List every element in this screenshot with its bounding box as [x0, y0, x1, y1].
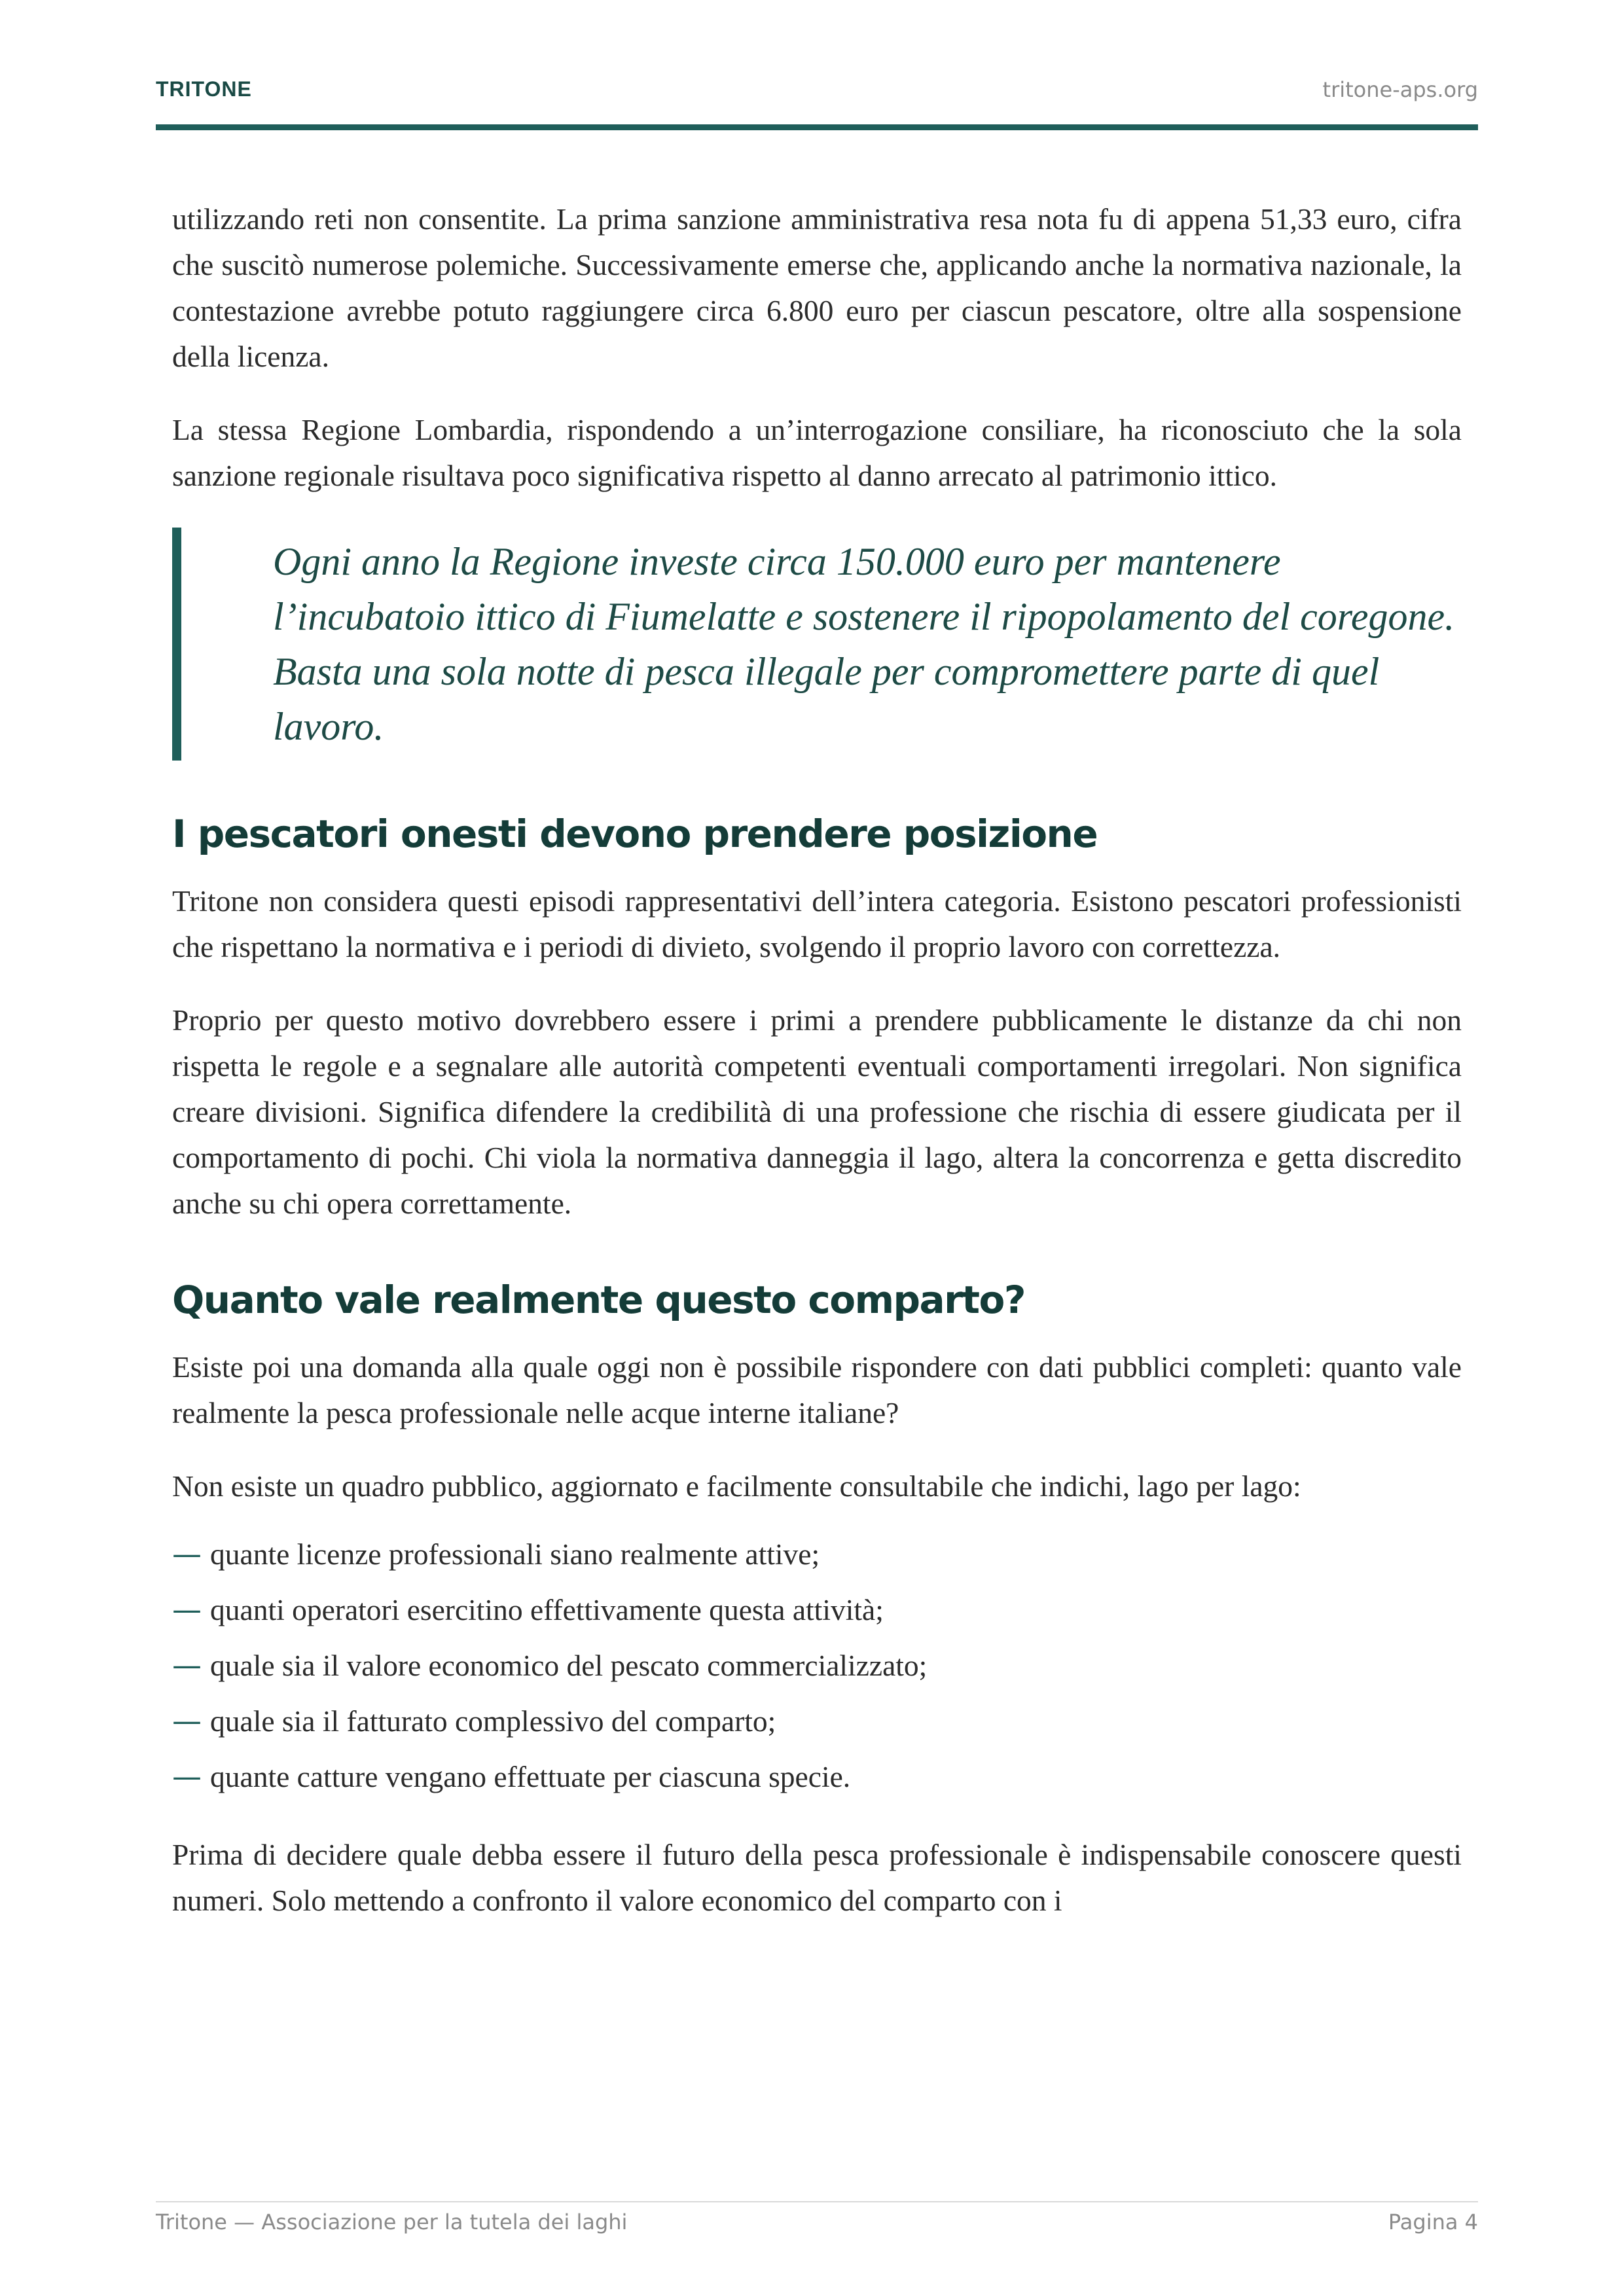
section-heading: Quanto vale realmente questo comparto? — [172, 1278, 1025, 1322]
brand-name: TRITONE — [156, 77, 252, 101]
dash-icon: — — [172, 1592, 202, 1627]
page-header — [156, 77, 1478, 130]
list-item: — quante catture vengano effettuate per ciascuna specie. — [172, 1749, 1462, 1804]
dash-icon: — — [172, 1537, 202, 1571]
paragraph: La stessa Regione Lombardia, rispondendo a un’interrogazione consiliare, ha riconosciuto che la sola sanzione regionale risultava poco significativa rispetto al danno arrecato al patrimonio ittico. — [172, 413, 1462, 492]
page-number: Pagina 4 — [1388, 2210, 1478, 2234]
list-item: — quale sia il valore economico del pescato commercializzato; — [172, 1638, 1462, 1693]
site-url[interactable]: tritone-aps.org — [1322, 77, 1478, 102]
article-body — [172, 196, 1462, 1951]
pull-quote — [172, 528, 1462, 761]
paragraph: utilizzando reti non consentite. La prima sanzione amministrativa resa nota fu di appena 51,33 euro, cifra che suscitò numerose polemiche. Successivamente emerse che, applicando anche la normativa nazionale, la contestazione avrebbe potuto raggiungere circa 6.800 euro per ciascun pescatore, oltre alla sospensione della licenza. — [172, 202, 1462, 373]
section-heading: I pescatori onesti devono prendere posizione — [172, 812, 1098, 856]
paragraph: Proprio per questo motivo dovrebbero essere i primi a prendere pubblicamente le distanze da chi non rispetta le regole e a segnalare alle autorità competenti eventuali comportamenti irregolari. Non significa creare divisioni. Significa difendere la credibilità di una professione che rischia di essere giudicata per il comportamento di pochi. Chi viola la normativa danneggia il lago, altera la concorrenza e getta discredito anche su chi opera correttamente. — [172, 1003, 1462, 1220]
paragraph: Prima di decidere quale debba essere il futuro della pesca professionale è indispensabile conoscere questi numeri. Solo mettendo a confronto il valore economico del comparto con i — [172, 1838, 1462, 1917]
pull-quote-text: Ogni anno la Regione investe circa 150.000 euro per mantenere l’incubatoio ittico di Fiumelatte e sostenere il ripopolamento del coregone. Basta una sola notte di pesca illegale per compromettere parte di quel lavoro. — [273, 540, 1455, 748]
list-item: — quale sia il fatturato complessivo del comparto; — [172, 1693, 1462, 1749]
footer-divider — [156, 2201, 1478, 2202]
list-item: — quanti operatori esercitino effettivamente questa attività; — [172, 1582, 1462, 1638]
paragraph: Tritone non considera questi episodi rappresentativi dell’intera categoria. Esistono pescatori professionisti che rispettano la normativa e i periodi di divieto, svolgendo il proprio lavoro con correttezza. — [172, 884, 1462, 963]
paragraph: Esiste poi una domanda alla quale oggi non è possibile rispondere con dati pubblici completi: quanto vale realmente la pesca professionale nelle acque interne italiane? — [172, 1350, 1462, 1429]
dash-icon: — — [172, 1648, 202, 1683]
dash-icon: — — [172, 1759, 202, 1794]
dash-icon: — — [172, 1704, 202, 1738]
list-item: — quante licenze professionali siano realmente attive; — [172, 1526, 1462, 1582]
paragraph: Non esiste un quadro pubblico, aggiornato e facilmente consultabile che indichi, lago per lago: — [172, 1469, 1301, 1503]
bullet-list — [172, 1526, 1462, 1804]
footer-association: Tritone — Associazione per la tutela dei laghi — [156, 2210, 628, 2234]
